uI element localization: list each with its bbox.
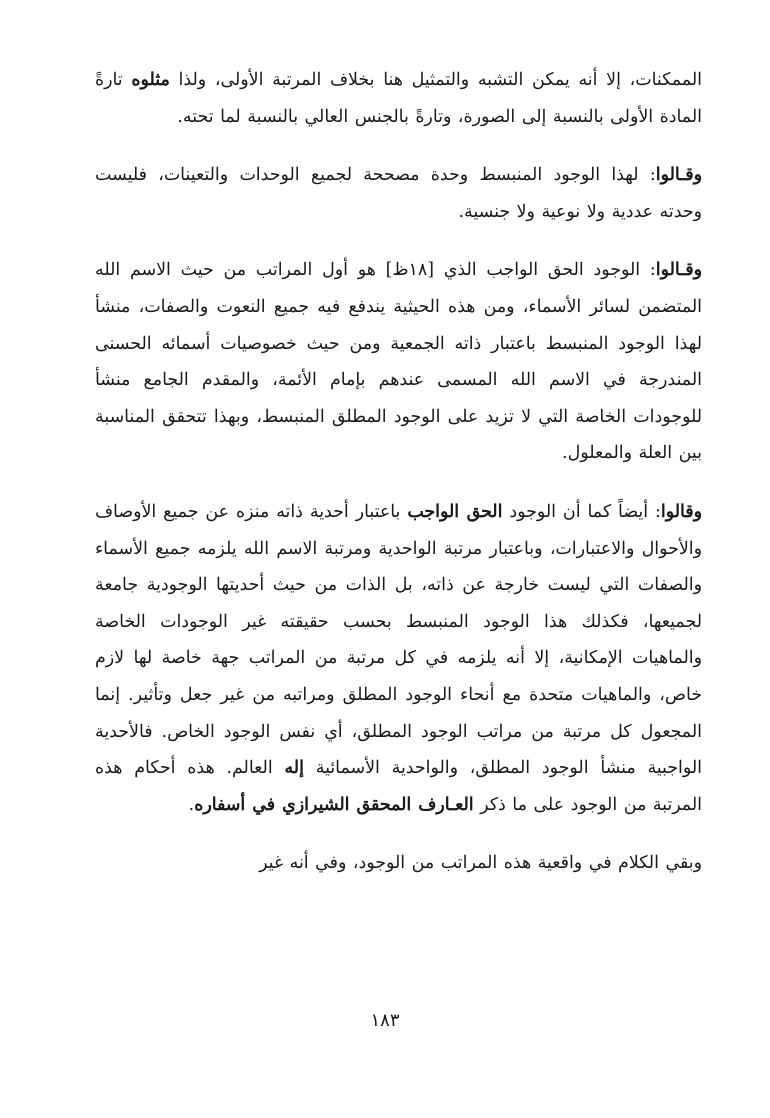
paragraph-4-text-a: : أيضاً كما أن الوجود: [502, 501, 661, 522]
paragraph-4-bold-author: العـارف المحقق الشيرازي في أسفاره: [194, 794, 474, 815]
paragraph-3-lead: وقـالوا: [655, 260, 702, 281]
paragraph-3: [95, 252, 702, 472]
paragraph-4-bold-phrase: الحق الواجب: [407, 501, 503, 522]
paragraph-4-text-d: .: [188, 794, 195, 815]
paragraph-1-bold-word: مثلوه: [131, 70, 170, 90]
paragraph-4-text-b: باعتبار أحدية ذاته منزه عن جميع الأوصاف والأحوال والاعتبارات، وباعتبار مرتبة الواحدية ومرتبة الاسم الله يلزمه جميع الأسماء والصفات التي ليست خارجة عن ذاته، بل الذات من حيث أحديتها الوجودية جامعة لجميعها، فكذلك هذا الوجود المنبسط بحسب حقيقته غير الوجودات الخاصة والماهيات الإمكانية، إلا أنه يلزمه في كل مرتبة من المراتب جهة خاصة لها لازم خاص، والماهيات متحدة مع أنحاء الوجود المطلق ومراتبه من غير جعل وتأثير. إنما المجعول كل مرتبة من مراتب الوجود المطلق، أي نفس الوجود الخاص. فالأحدية الواجبية منشأ الوجود المطلق، والواحدية الأسمائية: [95, 501, 703, 779]
paragraph-2: [95, 157, 702, 230]
paragraph-4: [95, 494, 702, 823]
paragraph-4-text-c: العالم. هذه أحكام هذه المرتبة من الوجود على ما ذكر: [95, 758, 702, 815]
paragraph-4-lead: وقالوا: [660, 501, 703, 522]
page-number: ١٨٣: [370, 1010, 400, 1031]
paragraph-1-text-b: تارةً المادة الأولى بالنسبة إلى الصورة، وتارةً بالجنس العالي بالنسبة لما تحته.: [95, 70, 702, 127]
paragraph-4-bold-word: إله: [284, 758, 304, 779]
paragraph-1-text-a: الممكنات، إلا أنه يمكن التشبه والتمثيل هنا بخلاف المرتبة الأولى، ولذا: [169, 70, 702, 90]
paragraph-5: [95, 845, 702, 882]
paragraph-5-text: وبقي الكلام في واقعية هذه المراتب من الوجود، وفي أنه غير: [259, 853, 702, 874]
paragraph-3-text: : الوجود الحق الواجب الذي [١٨ظ] هو أول المراتب من حيث الاسم الله المتضمن لسائر الأسماء، ومن هذه الحيثية يندفع فيه جميع النعوت والصفات، منشأ لهذا الوجود المنبسط باعتبار ذاته الجمعية ومن حيث خصوصيات أسمائه الحسنى المندرجة في الاسم الله المسمى عندهم بإمام الأئمة، والمقدم الجامع منشأ للوجودات الخاصة التي لا تزيد على الوجود المطلق المنبسط، وبهذا تتحقق المناسبة بين العلة والمعلول.: [95, 260, 702, 464]
page-body: [95, 62, 702, 904]
paragraph-1: [95, 62, 702, 135]
paragraph-2-lead: وقـالوا: [655, 165, 702, 186]
paragraph-2-text: : لهذا الوجود المنبسط وحدة مصححة لجميع الوحدات والتعينات، فليست وحدته عددية ولا نوعية ولا جنسية.: [95, 165, 702, 222]
